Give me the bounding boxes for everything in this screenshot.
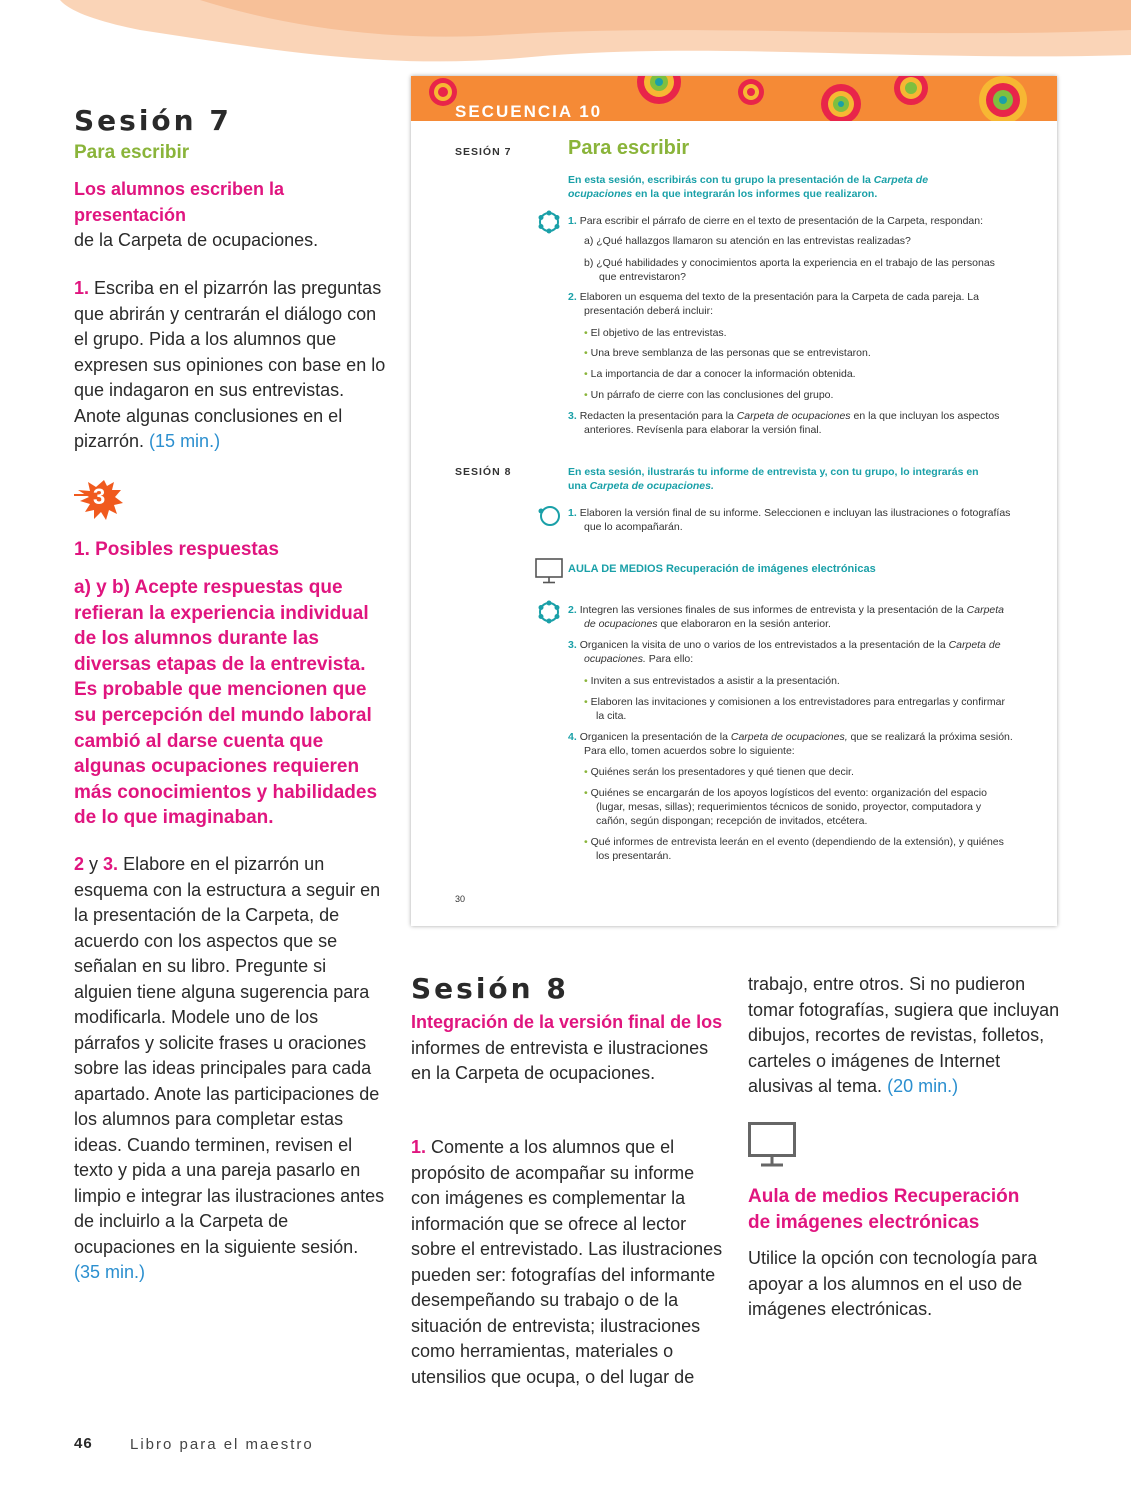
session-8-intro — [411, 1010, 726, 1087]
paragraph-2-number-b: 3. — [103, 854, 119, 874]
inset-s8-item-1: 1. Elaboren la versión final de su informe. Seleccionen e incluyan las ilustraciones o fotografías que lo acompañarán. — [568, 507, 1011, 533]
inset-session-7-intro: En esta sesión, escribirás con tu grupo la presentación de la Carpeta de ocupaciones en la que integrarán los informes que realizaron. — [568, 174, 929, 200]
inset-item-1a: a) ¿Qué hallazgos llamaron su atención en las entrevistas realizadas? — [584, 235, 911, 247]
student-book-page — [411, 76, 1057, 926]
session-7-title: Sesión 7 — [74, 104, 232, 137]
inset-s8-item-4-bullet-1: • Quiénes serán los presentadores y qué tienen que decir. — [584, 766, 854, 778]
inset-session-8-label: SESIÓN 8 — [455, 466, 512, 478]
inset-session-7-label: SESIÓN 7 — [455, 146, 512, 158]
group-work-icon — [537, 210, 561, 234]
inset-session-7-title: Para escribir — [568, 137, 690, 159]
inset-s8-item-3-bullet-2: • Elaboren las invitaciones y comisionen a los entrevistadores para entregarlas y confirmar la cita. — [584, 696, 1005, 722]
session-7-intro — [74, 177, 394, 254]
individual-work-icon — [537, 504, 561, 528]
inset-s8-item-3-bullet-1: • Inviten a sus entrevistados a asistir a la presentación. — [584, 675, 840, 687]
paragraph-2-and: y — [89, 854, 99, 874]
inset-s8-item-3: 3. Organicen la visita de uno o varios de los entrevistados a la presentación de la Carpeta de ocupaciones. Para ello: — [568, 639, 1001, 665]
answers-title: 1. Posibles respuestas — [74, 539, 279, 560]
sequence-header-band — [411, 76, 1057, 121]
aula-de-medios-text: Utilice la opción con tecnología para apoyar a los alumnos en el uso de imágenes electrónicas. — [748, 1248, 1038, 1319]
computer-monitor-icon — [535, 558, 563, 584]
session-8-title: Sesión 8 — [411, 972, 569, 1005]
intro-bold: Los alumnos escriben la presentación — [74, 179, 285, 225]
aula-de-medios-title: Aula de medios Recuperación de imágenes electrónicas — [748, 1186, 1020, 1233]
paragraph-2-number-a: 2 — [74, 854, 85, 874]
group-work-icon-2 — [537, 600, 561, 624]
computer-monitor-icon-large — [748, 1122, 796, 1168]
session-8-paragraph-1-number: 1. — [411, 1137, 427, 1157]
inset-s8-item-4-bullet-2: • Quiénes se encargarán de los apoyos logísticos del evento: organización del espacio (lugar, mesas, sillas); requerimientos técnicos de sonido, proyector, computadora y cañón, según dispongan; recepción de invitados, etcétera. — [584, 787, 987, 827]
footer-book-title: Libro para el maestro — [130, 1436, 314, 1453]
inset-item-2: 2. Elaboren un esquema del texto de la presentación para la Carpeta de cada pareja. La presentación deberá incluir: — [568, 291, 979, 317]
inset-item-3: 3. Redacten la presentación para la Carpeta de ocupaciones en la que incluyan los aspectos anteriores. Revísenla para elaborar la versión final. — [568, 410, 1000, 436]
session-8-paragraph-1 — [411, 1135, 726, 1390]
footer-page-number: 46 — [74, 1435, 93, 1452]
session-8-intro-bold: Integración de la versión final de los — [411, 1012, 723, 1032]
session-7-subtitle: Para escribir — [74, 142, 190, 163]
paragraph-2-time: (35 min.) — [74, 1262, 146, 1282]
intro-rest: de la Carpeta de ocupaciones. — [74, 230, 319, 250]
inset-item-2-bullet-3: • La importancia de dar a conocer la información obtenida. — [584, 368, 856, 380]
inset-item-1b: b) ¿Qué habilidades y conocimientos aporta la experiencia en el trabajo de las personas que entrevistaron? — [584, 257, 995, 283]
brush-stroke-decoration — [0, 0, 1131, 80]
inset-item-2-bullet-2: • Una breve semblanza de las personas que se entrevistaron. — [584, 347, 871, 359]
inset-aula-de-medios: AULA DE MEDIOS Recuperación de imágenes electrónicas — [568, 563, 876, 575]
answers-text: a) y b) Acepte respuestas que refieran la experiencia individual de los alumnos durante las diversas etapas de la entrevista. Es probable que mencionen que su percepción del mundo laboral cambió al darse cuenta que algunas ocupaciones requieren más conocimientos y habilidades de lo que imaginaban. — [74, 577, 378, 829]
inset-item-2-bullet-4: • Un párrafo de cierre con las conclusiones del grupo. — [584, 389, 834, 401]
paragraph-1-number: 1. — [74, 278, 90, 298]
splat-badge — [74, 476, 126, 524]
badge-number: 3 — [93, 484, 106, 509]
session-8-paragraph-1-continued: trabajo, entre otros. Si no pudieron tomar fotografías, sugiera que incluyan dibujos, recortes de revistas, folletos, carteles o imágenes de Internet alusivas al tema. (20 min.) — [748, 974, 1060, 1096]
paragraph-2 — [74, 852, 389, 1286]
inset-session-8-intro: En esta sesión, ilustrarás tu informe de entrevista y, con tu grupo, lo integrarás en una Carpeta de ocupaciones. — [568, 466, 979, 492]
inset-page-number: 30 — [455, 894, 466, 904]
inset-s8-item-4-bullet-3: • Qué informes de entrevista leerán en el evento (dependiendo de la extensión), y quiénes los presentarán. — [584, 836, 1004, 862]
session-8-paragraph-1-time: (20 min.) — [887, 1076, 959, 1096]
inset-item-1: 1. Para escribir el párrafo de cierre en el texto de presentación de la Carpeta, respondan: — [568, 215, 984, 227]
paragraph-1-text: Escriba en el pizarrón las preguntas que abrirán y centrarán el diálogo con el grupo. Pida a los alumnos que expresen sus opiniones con base en lo que indagaron en sus entrevistas. Anote algunas conclusiones en el pizarrón. — [74, 278, 386, 451]
sequence-title: SECUENCIA 10 — [455, 102, 603, 121]
session-8-paragraph-1-text: Comente a los alumnos que el propósito de acompañar su informe con imágenes es complementar la información que se ofrece al lector sobre el entrevistado. Las ilustraciones pueden ser: fotografías del informante desempeñando su trabajo o de la situación de entrevista; ilustraciones como herramientas, materiales o utensilios que ocupa, o del lugar de — [411, 1137, 723, 1387]
session-8-intro-rest: informes de entrevista e ilustraciones en la Carpeta de ocupaciones. — [411, 1037, 709, 1083]
paragraph-2-text: Elabore en el pizarrón un esquema con la estructura a seguir en la presentación de la Carpeta, de acuerdo con los aspectos que se señalan en su libro. Pregunte si alguien tiene alguna sugerencia para modificarla. Modele uno de los párrafos y solicite frases u oraciones sobre las ideas principales para cada apartado. Anote las participaciones de los alumnos para completar estas ideas. Cuando terminen, revisen el texto y pida a una pareja pasarlo en limpio e integrar las ilustraciones antes de incluirlo a la Carpeta de ocupaciones en la siguiente sesión. — [74, 854, 385, 1257]
inset-s8-item-4: 4. Organicen la presentación de la Carpeta de ocupaciones, que se realizará la próxima sesión. Para ello, tomen acuerdos sobre lo siguiente: — [568, 731, 1013, 757]
paragraph-1-time: (15 min.) — [149, 431, 221, 451]
inset-s8-item-2: 2. Integren las versiones finales de sus informes de entrevista y la presentación de la Carpeta de ocupaciones que elaboraron en la sesión anterior. — [568, 604, 1005, 630]
inset-item-2-bullet-1: • El objetivo de las entrevistas. — [584, 327, 727, 339]
paragraph-1 — [74, 276, 389, 455]
